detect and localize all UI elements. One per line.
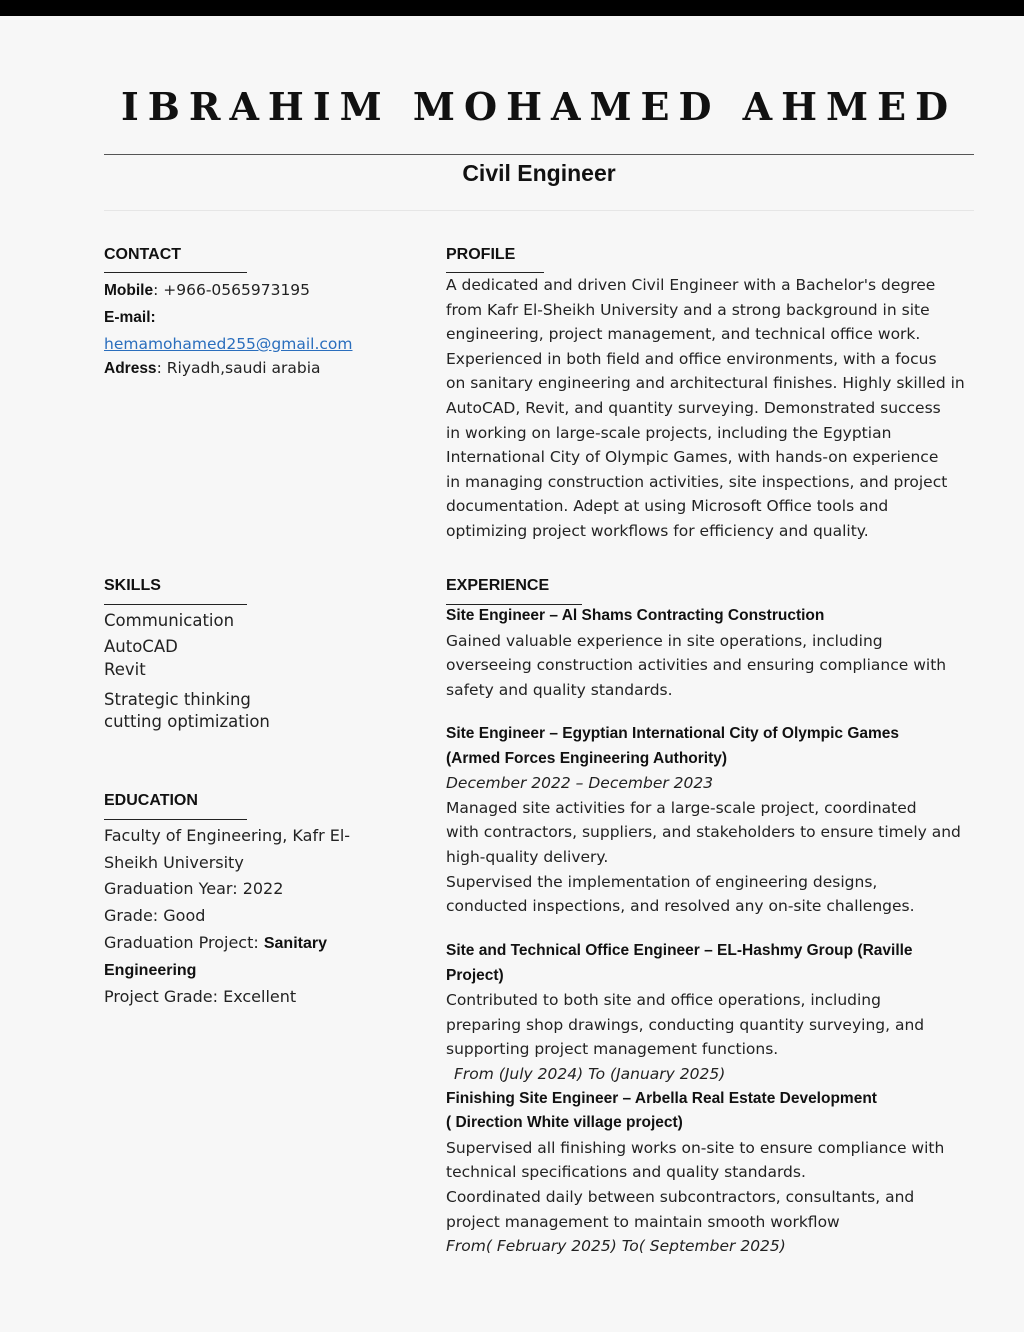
- job-dates: December 2022 – December 2023: [446, 774, 714, 793]
- job-title: Site and Technical Office Engineer – EL-Hashmy Group (Raville: [446, 942, 913, 959]
- education-section: [104, 823, 394, 1011]
- profile-heading: PROFILE: [446, 246, 516, 263]
- job-dates: From (July 2024) To (January 2025): [454, 1064, 726, 1083]
- email-label: E-mail: [104, 309, 151, 326]
- profile-line: documentation. Adept at using Microsoft Office tools and: [446, 497, 889, 516]
- mobile-label: Mobile: [104, 282, 154, 299]
- experience-heading: EXPERIENCE: [446, 577, 550, 594]
- profile-line: Experienced in both field and office environments, with a focus: [446, 349, 937, 368]
- skill-item: Strategic thinking: [104, 690, 251, 709]
- project-label: Graduation Project:: [104, 932, 264, 952]
- project-grade: Project Grade: Excellent: [104, 987, 297, 1007]
- job-desc-line: project management to maintain smooth workflow: [446, 1212, 840, 1231]
- contact-underline: [104, 272, 247, 273]
- job-title: Site Engineer – Al Shams Contracting Construction: [446, 607, 825, 624]
- job-desc-line: safety and quality standards.: [446, 680, 673, 699]
- job-desc-line: Gained valuable experience in site operations, including: [446, 631, 883, 650]
- job-olympic-city: [446, 722, 978, 919]
- graduation-project: [104, 930, 394, 958]
- job-desc-line: preparing shop drawings, conducting quantity surveying, and: [446, 1015, 925, 1034]
- job-title: Finishing Site Engineer – Arbella Real Estate Development: [446, 1089, 877, 1107]
- profile-line: A dedicated and driven Civil Engineer with a Bachelor's degree: [446, 276, 936, 294]
- profile-line: International City of Olympic Games, with hands-on experience: [446, 448, 939, 467]
- job-desc-line: conducted inspections, and resolved any on-site challenges.: [446, 897, 915, 916]
- education-heading: EDUCATION: [104, 792, 198, 809]
- email-link[interactable]: hemamohamed255@gmail.com: [104, 335, 353, 353]
- profile-line: in managing construction activities, site inspections, and project: [446, 472, 948, 491]
- job-desc-line: Contributed to both site and office operations, including: [446, 991, 881, 1010]
- contact-section: [104, 278, 394, 381]
- job-desc-line: Supervised all finishing works on-site to ensure compliance with: [446, 1138, 945, 1157]
- address-row: [104, 356, 394, 381]
- profile-text: [446, 273, 978, 544]
- project-value-cont: Engineering: [104, 961, 197, 979]
- faculty-line: Faculty of Engineering, Kafr El-: [104, 826, 351, 845]
- graduation-year: Graduation Year: 2022: [104, 879, 284, 899]
- job-el-hashmy: [446, 939, 978, 1259]
- mobile-value: : +966-0565973195: [153, 281, 311, 299]
- job-desc-line: Managed site activities for a large-scale project, coordinated: [446, 798, 917, 817]
- job-desc-line: high-quality delivery.: [446, 847, 609, 866]
- skill-item: Communication: [104, 611, 235, 630]
- profile-line: engineering, project management, and technical office work.: [446, 325, 921, 344]
- profile-line: AutoCAD, Revit, and quantity surveying. Demonstrated success: [446, 398, 941, 417]
- project-value: Sanitary: [263, 934, 327, 952]
- job-title-cont: (Armed Forces Engineering Authority): [446, 749, 728, 767]
- faculty-line: Sheikh University: [104, 852, 244, 872]
- skills-heading: SKILLS: [104, 577, 161, 594]
- address-label: Adress: [104, 360, 157, 377]
- header-divider: [104, 154, 974, 155]
- job-desc-line: Supervised the implementation of engineering designs,: [446, 872, 878, 891]
- job-title-cont: ( Direction White village project): [446, 1114, 683, 1132]
- skills-list: [104, 609, 394, 732]
- job-desc-line: with contractors, suppliers, and stakeholders to ensure timely and: [446, 823, 961, 842]
- skill-item: Revit: [104, 660, 146, 679]
- header-divider-light: [104, 210, 974, 211]
- job-desc-line: overseeing construction activities and ensuring compliance with: [446, 656, 947, 675]
- email-row: [104, 332, 394, 356]
- skills-underline: [104, 604, 247, 605]
- job-desc-line: Coordinated daily between subcontractors, consultants, and: [446, 1187, 915, 1206]
- job-desc-line: technical specifications and quality standards.: [446, 1163, 806, 1182]
- skill-item: cutting optimization: [104, 712, 270, 731]
- profile-line: in working on large-scale projects, including the Egyptian: [446, 423, 892, 442]
- profile-line: optimizing project workflows for efficiency and quality.: [446, 521, 869, 540]
- email-label-row: E-mail:: [104, 309, 156, 326]
- profile-line: on sanitary engineering and architectural finishes. Highly skilled in: [446, 374, 965, 393]
- grade: Grade: Good: [104, 906, 206, 926]
- education-underline: [104, 819, 247, 820]
- contact-heading: CONTACT: [104, 246, 182, 263]
- mobile-row: [104, 278, 394, 303]
- skill-item: AutoCAD: [104, 637, 178, 656]
- job-desc-line: supporting project management functions.: [446, 1040, 779, 1059]
- job-title-cont: Project): [446, 966, 504, 984]
- address-value: : Riyadh,saudi arabia: [156, 359, 321, 377]
- job-role: Civil Engineer: [462, 160, 616, 186]
- job-dates: From( February 2025) To( September 2025): [446, 1237, 786, 1256]
- job-al-shams: [446, 604, 978, 702]
- top-bar: [0, 0, 1024, 16]
- profile-line: from Kafr El-Sheikh University and a strong background in site: [446, 300, 930, 319]
- job-title: Site Engineer – Egyptian International City of Olympic Games: [446, 725, 900, 742]
- candidate-name: IBRAHIM MOHAMED AHMED: [120, 84, 958, 129]
